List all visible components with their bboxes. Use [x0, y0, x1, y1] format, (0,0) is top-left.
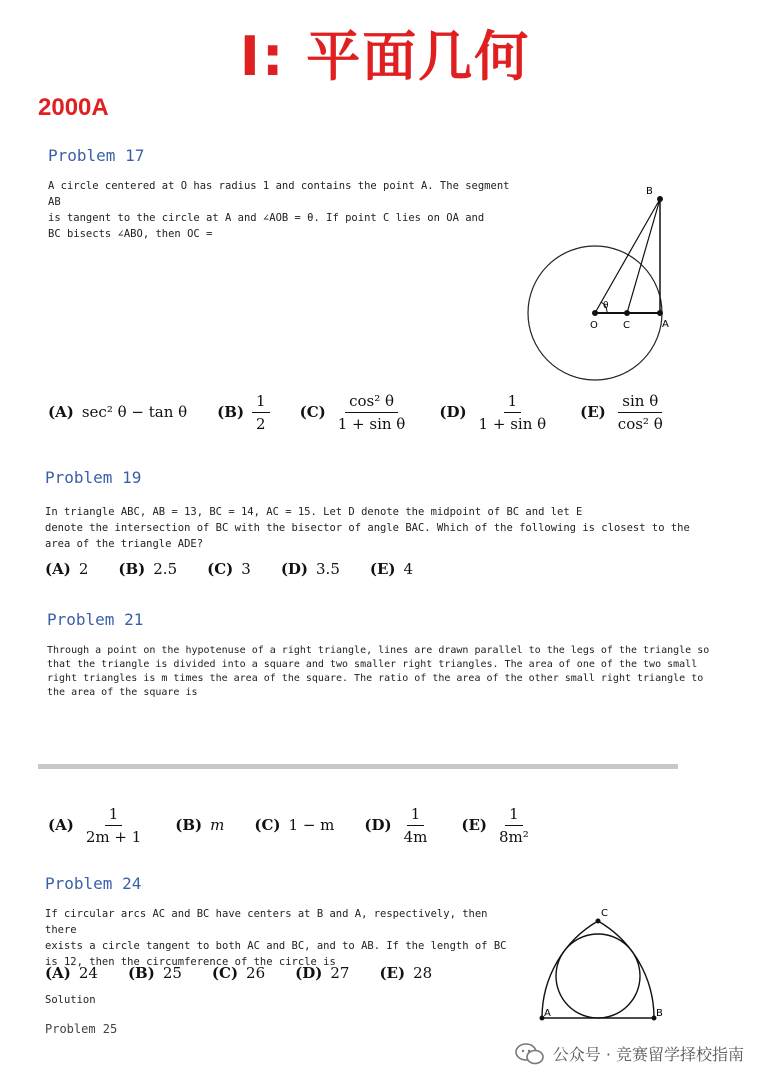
problem-19-line-1: In triangle ABC, AB = 13, BC = 14, AC = 15. Let D denote the midpoint of BC and let E — [45, 506, 583, 518]
label-a: A — [544, 1008, 551, 1019]
problem-17-figure — [520, 180, 700, 390]
problem-17-title: Problem 17 — [48, 146, 145, 165]
choice-e[interactable]: (E) $\frac{\text{sin θ}}{\text{cos² θ}}$ — [580, 391, 663, 433]
problem-24-line-2: exists a circle tangent to both AC and BC, and to AB. If the length of BC — [45, 940, 507, 952]
choice-a[interactable]: (A) 2 — [45, 560, 89, 578]
problem-24-line-1: If circular arcs AC and BC have centers at B and A, respectively, then there — [45, 908, 488, 936]
choice-a[interactable]: (A) $\frac{1}{2m + 1}$ — [48, 804, 142, 846]
problem-21-line-1: Through a point on the hypotenuse of a right triangle, lines are drawn parallel to the legs of the triangle so — [47, 645, 710, 656]
problem-21-title: Problem 21 — [47, 610, 144, 629]
page-title: I: 平面几何 — [239, 25, 531, 88]
problem-17-line-2: is tangent to the circle at A and ∠AOB = θ. If point C lies on OA and — [48, 212, 485, 224]
label-a: A — [662, 319, 669, 330]
choice-b[interactable]: (B) $\frac{1}{2}$ — [217, 392, 269, 433]
problem-21-line-4: the area of the square is — [47, 687, 198, 698]
choice-a[interactable]: (A) 24 — [45, 964, 98, 982]
problem-17-line-3: BC bisects ∠ABO, then OC = — [48, 228, 213, 240]
choice-a[interactable]: (A) sec² θ − tan θ — [48, 403, 188, 421]
choice-d[interactable]: (D) 3.5 — [280, 560, 340, 578]
problem-17-choices — [48, 392, 697, 432]
choice-b[interactable]: (B) m — [175, 816, 225, 834]
choice-b[interactable]: (B) 25 — [127, 964, 182, 982]
inscribed-circle — [556, 934, 640, 1018]
choice-e[interactable]: (E) $\frac{1}{\text{8m²}}$ — [461, 804, 529, 846]
problem-19-text — [45, 504, 725, 552]
watermark — [515, 1042, 744, 1065]
problem-17-line-1: A circle centered at O has radius 1 and contains the point A. The segment AB — [48, 180, 510, 208]
choice-d[interactable]: (D) 27 — [295, 964, 350, 982]
problem-19-line-2: denote the intersection of BC with the bisector of angle BAC. Which of the following is closest to the — [45, 522, 690, 534]
section-heading: 2000A — [38, 94, 109, 121]
problem-21-line-2: that the triangle is divided into a square and two smaller right triangles. The area of one of the two small — [47, 659, 698, 670]
problem-24-figure — [530, 904, 670, 1028]
problem-24-title: Problem 24 — [45, 874, 142, 893]
label-o: O — [590, 320, 598, 331]
choice-e[interactable]: (E) 28 — [379, 964, 433, 982]
point-o — [592, 310, 598, 316]
problem-17-text — [48, 178, 518, 242]
choice-d[interactable]: (D) $\frac{1}{4m}$ — [364, 804, 428, 846]
choice-c[interactable]: (C) 26 — [211, 964, 266, 982]
choice-e[interactable]: (E) 4 — [369, 560, 414, 578]
label-b: B — [656, 1008, 663, 1019]
solution-link[interactable]: Solution — [45, 994, 96, 1006]
label-c: C — [601, 908, 608, 919]
wechat-icon — [515, 1043, 545, 1065]
choice-c[interactable]: (C) $\frac{\text{cos² θ}}{\text{1 + sin θ}}$ — [299, 391, 406, 433]
point-c — [624, 310, 630, 316]
choice-d[interactable]: (D) $\frac{1}{\text{1 + sin θ}}$ — [439, 391, 547, 433]
point-a — [657, 310, 663, 316]
problem-19-title: Problem 19 — [45, 468, 142, 487]
problem-24-line-3: is 12, then the circumference of the circle is — [45, 956, 336, 968]
next-problem-cut: Problem 25 — [45, 1022, 118, 1036]
problem-19-choices — [45, 560, 443, 578]
problem-19-line-3: area of the triangle ADE? — [45, 538, 204, 550]
point-c — [596, 919, 601, 924]
choice-c[interactable]: (C) 1 − m — [254, 816, 335, 834]
segment-ob — [595, 199, 660, 313]
point-b — [657, 196, 663, 202]
segment-bc — [627, 199, 660, 313]
label-theta: θ — [603, 301, 609, 311]
label-c: C — [623, 320, 630, 331]
problem-21-choices — [48, 804, 563, 846]
label-b: B — [646, 186, 653, 197]
problem-24-choices — [45, 964, 462, 982]
problem-21-text — [47, 644, 737, 700]
page-divider — [38, 764, 678, 769]
problem-21-line-3: right triangles is m times the area of the square. The ratio of the area of the other small right triangle to — [47, 673, 704, 684]
choice-c[interactable]: (C) 3 — [207, 560, 251, 578]
watermark-text: 公众号 · 竞赛留学择校指南 — [552, 1045, 744, 1064]
problem-24-text — [45, 906, 515, 970]
choice-b[interactable]: (B) 2.5 — [118, 560, 178, 578]
